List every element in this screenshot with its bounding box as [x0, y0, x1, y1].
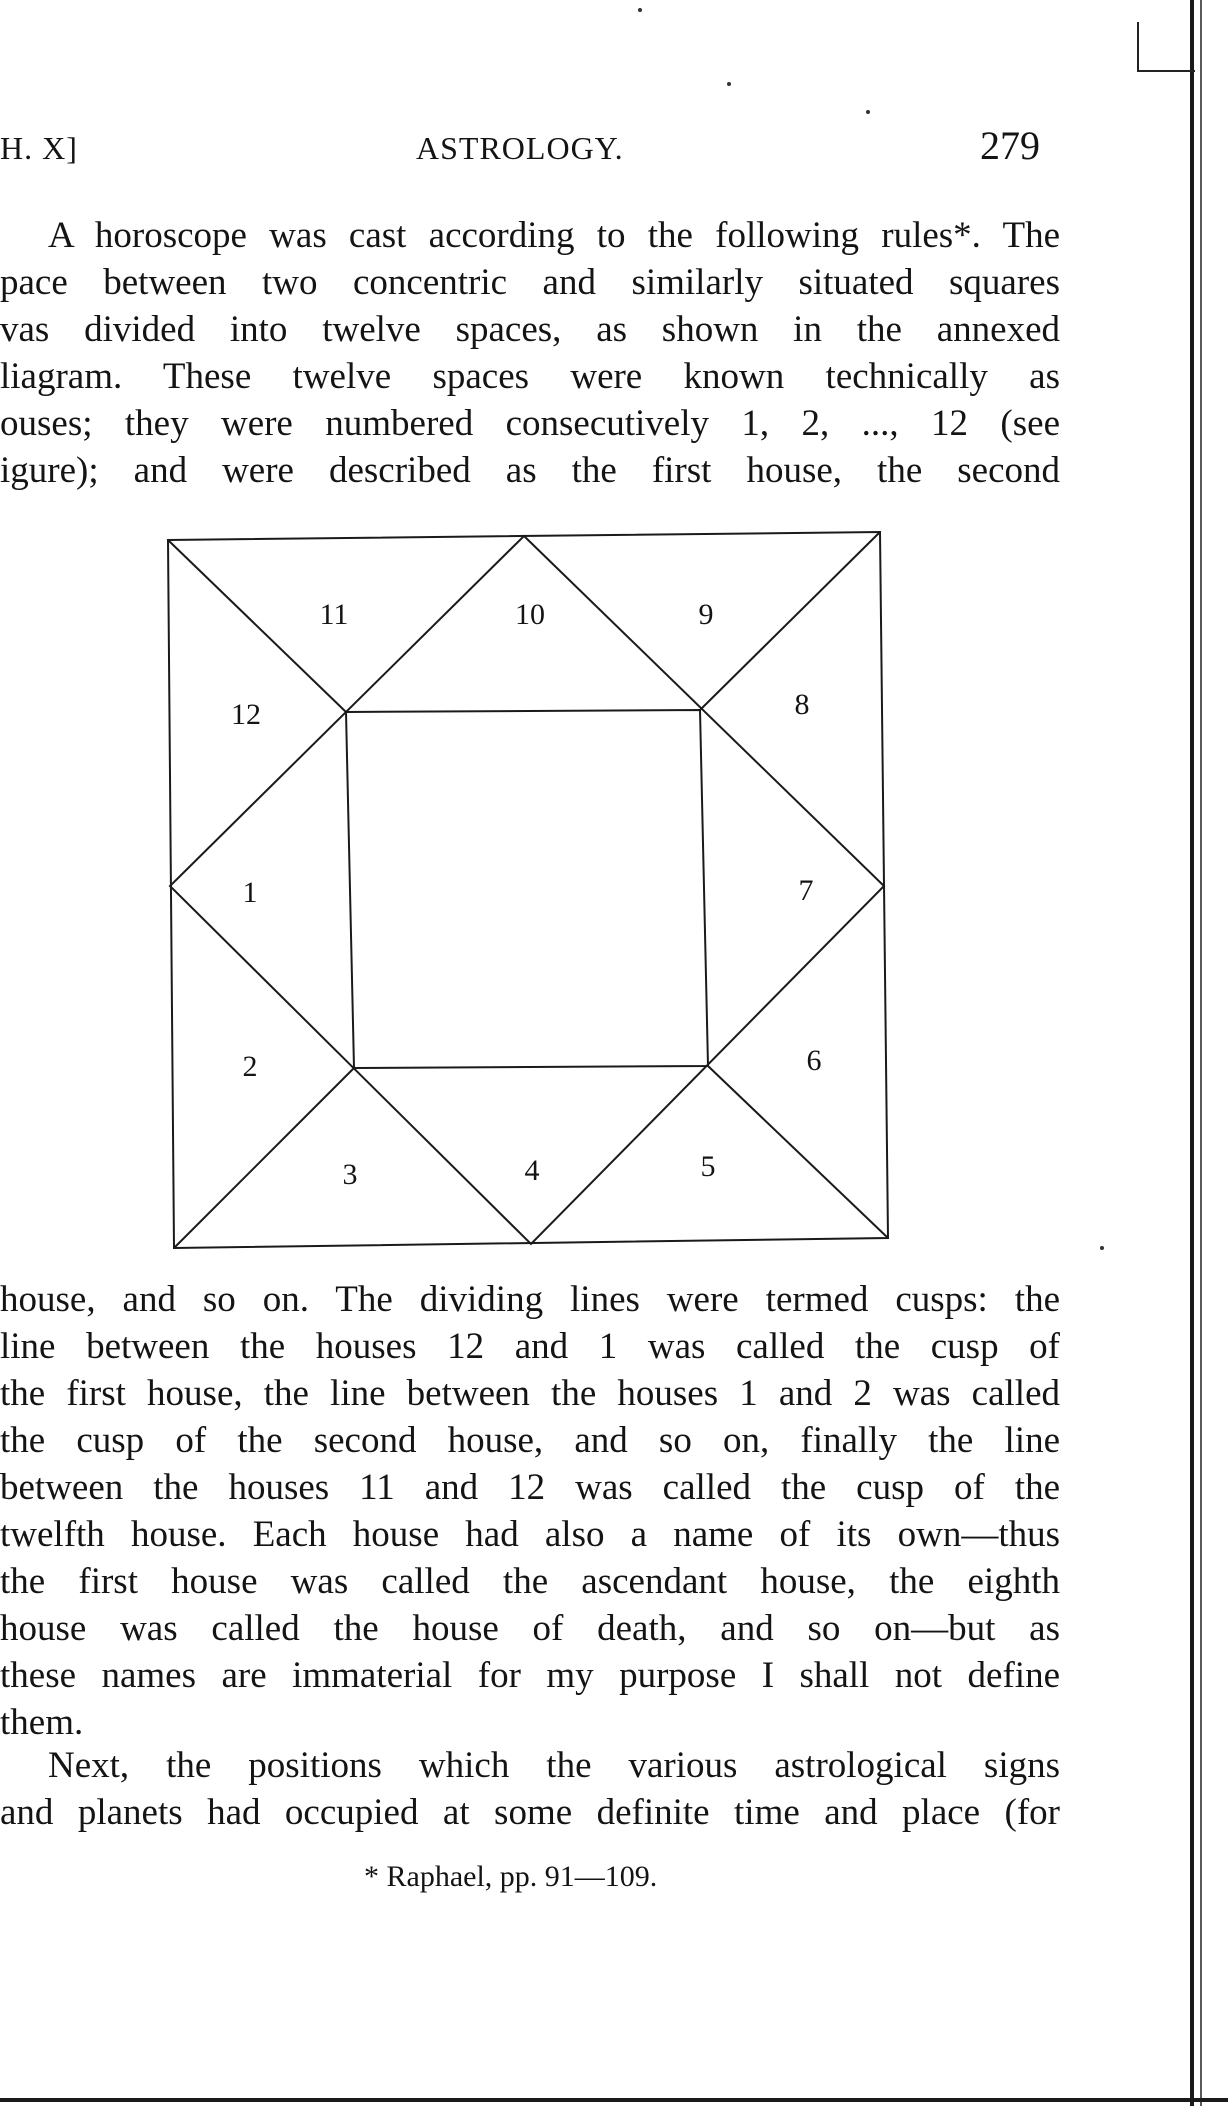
- text-line: them.: [0, 1702, 84, 1743]
- house-1-label: 1: [242, 876, 258, 909]
- corner-crop-mark: [1137, 22, 1195, 72]
- text-line: ouses; they were numbered consecutively 1, 2, ..., 12 (see: [0, 403, 1060, 444]
- cusp-line: [708, 1066, 888, 1238]
- diagonal-square: [170, 536, 884, 1244]
- text-line: house, and so on. The dividing lines were termed cusps: the: [0, 1279, 1060, 1320]
- text-line: house was called the house of death, and so on—but as: [0, 1608, 1060, 1649]
- text-line: these names are immaterial for my purpose I shall not define: [0, 1655, 1060, 1696]
- text-line: igure); and were described as the first house, the second: [0, 450, 1060, 491]
- house-9-label: 9: [698, 598, 714, 631]
- house-11-label: 11: [319, 598, 349, 631]
- house-4-label: 4: [524, 1154, 540, 1187]
- speck: [1100, 1246, 1104, 1250]
- inner-square: [346, 710, 708, 1068]
- text-line: line between the houses 12 and 1 was called the cusp of: [0, 1326, 1060, 1367]
- text-line: twelfth house. Each house had also a name of its own—thus: [0, 1514, 1060, 1555]
- page-number: 279: [980, 123, 1040, 168]
- house-7-label: 7: [798, 874, 814, 907]
- house-5-label: 5: [700, 1150, 716, 1183]
- page-edge-bottom: [0, 2098, 1228, 2102]
- page-edge-shadow: [1200, 0, 1202, 2106]
- paragraph-next: [0, 1742, 1060, 1836]
- house-12-label: 12: [231, 698, 261, 731]
- house-2-label: 2: [242, 1050, 258, 1083]
- cusp-line: [700, 532, 880, 710]
- outer-square: [168, 532, 888, 1248]
- running-head-title: ASTROLOGY.: [416, 130, 624, 166]
- text-line: and planets had occupied at some definite time and place (for: [0, 1792, 1060, 1833]
- running-head-chapter: H. X]: [0, 130, 78, 166]
- text-line: the first house, the line between the houses 1 and 2 was called: [0, 1373, 1060, 1414]
- house-10-label: 10: [515, 598, 545, 631]
- house-3-label: 3: [342, 1158, 358, 1191]
- text-line: A horoscope was cast according to the following rules*. The: [48, 215, 1060, 256]
- text-line: the first house was called the ascendant house, the eighth: [0, 1561, 1060, 1602]
- footnote: * Raphael, pp. 91—109.: [364, 1860, 658, 1893]
- horoscope-diagram: [160, 528, 896, 1254]
- text-line: vas divided into twelve spaces, as shown in the annexed: [0, 309, 1060, 350]
- text-line: the cusp of the second house, and so on, finally the line: [0, 1420, 1060, 1461]
- house-6-label: 6: [806, 1044, 822, 1077]
- page-edge-right: [1190, 0, 1194, 2106]
- text-line: pace between two concentric and similarly situated squares: [0, 262, 1060, 303]
- cusp-line: [174, 1068, 354, 1248]
- horoscope-figure-svg: [160, 528, 896, 1254]
- paragraph-cusps: [0, 1276, 1060, 1746]
- house-8-label: 8: [794, 688, 810, 721]
- text-line: Next, the positions which the various astrological signs: [48, 1745, 1060, 1786]
- speck: [727, 82, 731, 86]
- text-line: between the houses 11 and 12 was called the cusp of the: [0, 1467, 1060, 1508]
- text-line: liagram. These twelve spaces were known technically as: [0, 356, 1060, 397]
- paragraph-intro: [0, 212, 1060, 494]
- speck: [638, 8, 642, 12]
- speck: [866, 110, 870, 114]
